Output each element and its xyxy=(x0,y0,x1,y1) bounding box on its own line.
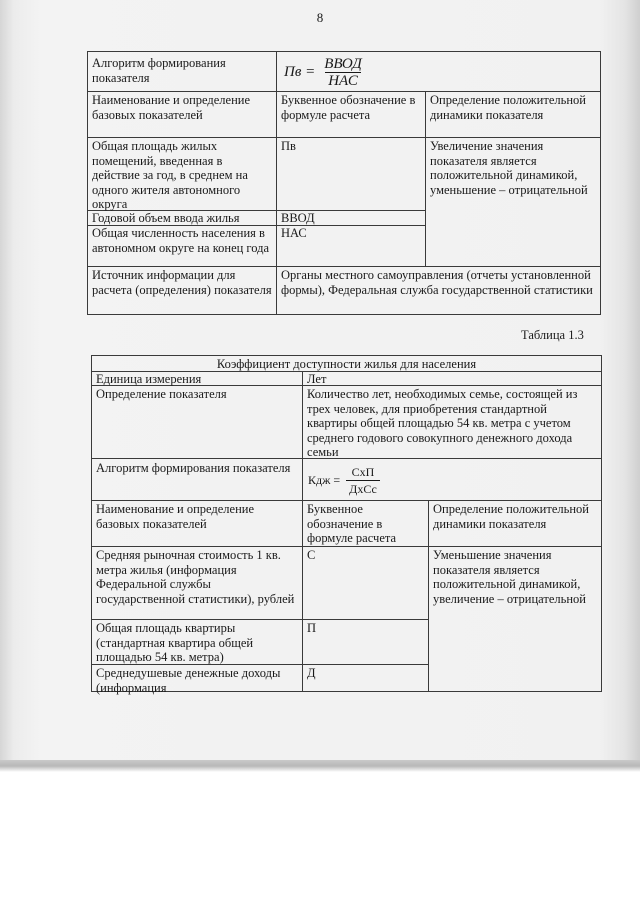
t1-header-dynamics: Определение положительной динамики показателя xyxy=(430,93,586,122)
t1-formula-lhs: Пв = xyxy=(284,63,316,80)
t2-row3-name: Среднедушевые денежные доходы (информация xyxy=(96,666,281,695)
t1-row3-symbol: НАС xyxy=(281,226,307,240)
t1-source-value: Органы местного самоуправления (отчеты установленной формы), Федеральная служба государственной статистики xyxy=(281,268,593,297)
t2-formula-numerator: СхП xyxy=(351,464,375,479)
t2-unit-label: Единица измерения xyxy=(96,372,202,386)
t2-row2-symbol: П xyxy=(307,621,317,635)
table-caption: Таблица 1.3 xyxy=(521,328,584,342)
t2-unit-value: Лет xyxy=(307,372,327,386)
t1-dynamics: Увеличение значения показателя является положительной динамикой, уменьшение – отрицательной xyxy=(430,139,588,197)
t2-row1-name: Средняя рыночная стоимость 1 кв. метра жилья (информация Федеральной службы государственной статистики), рублей xyxy=(96,548,295,606)
t1-row2-name: Годовой объем ввода жилья xyxy=(92,211,240,225)
t2-algorithm-label: Алгоритм формирования показателя xyxy=(96,461,291,475)
t1-header-symbol: Буквенное обозначение в формуле расчета xyxy=(281,93,416,122)
t2-header-name: Наименование и определение базовых показателей xyxy=(96,502,255,531)
t1-source-label: Источник информации для расчета (определения) показателя xyxy=(92,268,272,297)
t1-row2-symbol: ВВОД xyxy=(281,211,315,225)
t1-formula-numerator: ВВОД xyxy=(324,55,362,72)
t2-dynamics: Уменьшение значения показателя является положительной динамикой, увеличение – отрицательной xyxy=(433,548,586,606)
t2-row3-symbol: Д xyxy=(307,666,316,680)
t2-formula-lhs: Кдж = xyxy=(308,472,341,487)
t1-formula-denominator: НАС xyxy=(325,72,361,89)
t1-row3-name: Общая численность населения в автономном округе на конец года xyxy=(92,226,270,255)
t2-row2-name: Общая площадь квартиры (стандартная квартира общей площадью 54 кв. метра) xyxy=(96,621,254,664)
t1-header-name: Наименование и определение базовых показателей xyxy=(92,93,251,122)
t1-formula xyxy=(284,54,365,90)
t2-title: Коэффициент доступности жилья для населения xyxy=(216,357,477,371)
t1-row1-symbol: Пв xyxy=(281,139,296,153)
t2-formula-denominator: ДхСс xyxy=(346,480,380,497)
t2-definition-label: Определение показателя xyxy=(96,387,227,401)
scan-bottom-edge xyxy=(0,760,640,772)
t2-formula xyxy=(308,461,380,499)
t2-header-symbol: Буквенное обозначение в формуле расчета xyxy=(307,502,397,545)
t1-algorithm-label: Алгоритм формирования показателя xyxy=(92,56,226,85)
t1-row1-name: Общая площадь жилых помещений, введенная в действие за год, в среднем на одного жителя автономного округа xyxy=(92,139,248,211)
t2-definition-value: Количество лет, необходимых семье, состоящей из трех человек, для приобретения стандартной квартиры общей площадью 54 кв. метра с учетом среднего годового совокупного денежного дохода семьи xyxy=(307,387,578,459)
t2-row1-symbol: С xyxy=(307,548,316,562)
t2-header-dynamics: Определение положительной динамики показателя xyxy=(433,502,589,531)
page-number: 8 xyxy=(316,10,324,25)
